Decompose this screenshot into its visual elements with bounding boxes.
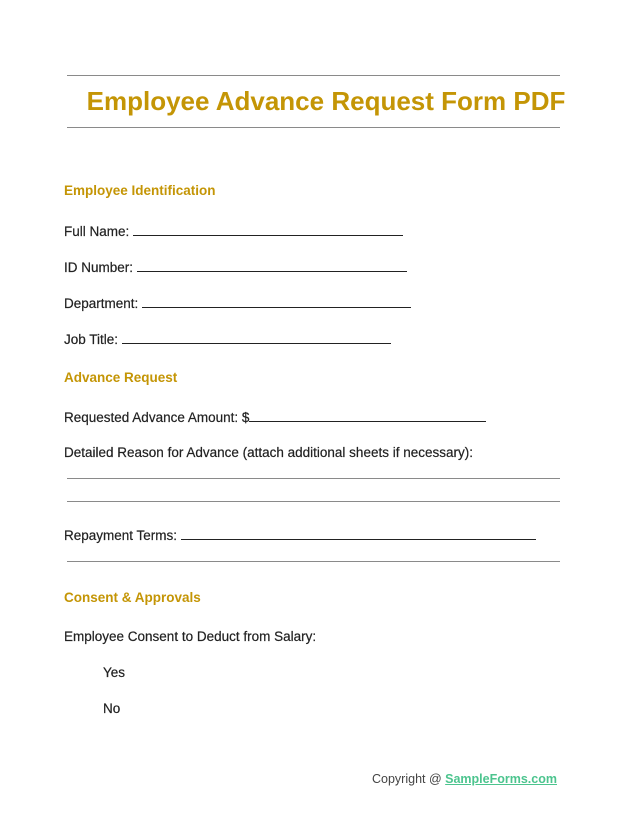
section-heading-consent: Consent & Approvals: [64, 590, 201, 605]
copyright-text: Copyright @: [372, 772, 446, 786]
field-label: Full Name:: [64, 224, 130, 239]
repayment-field[interactable]: [64, 527, 536, 543]
field-label: Repayment Terms:: [64, 528, 178, 543]
advance-amount-field[interactable]: [64, 409, 486, 425]
department-input[interactable]: [142, 295, 411, 308]
section-heading-identification: Employee Identification: [64, 183, 216, 198]
divider: [67, 75, 560, 76]
job-title-field[interactable]: [64, 331, 391, 347]
advance-amount-input[interactable]: [249, 409, 486, 422]
full-name-input[interactable]: [133, 223, 403, 236]
consent-label: Employee Consent to Deduct from Salary:: [64, 629, 317, 644]
full-name-field[interactable]: [64, 223, 403, 239]
option-no[interactable]: No: [103, 701, 121, 716]
repayment-input[interactable]: [181, 527, 536, 540]
id-number-field[interactable]: [64, 259, 407, 275]
department-field[interactable]: [64, 295, 411, 311]
option-yes[interactable]: Yes: [103, 665, 126, 680]
reason-label: Detailed Reason for Advance (attach additional sheets if necessary):: [64, 445, 473, 460]
repayment-line-2[interactable]: [67, 561, 560, 562]
job-title-input[interactable]: [122, 331, 391, 344]
field-label: ID Number:: [64, 260, 134, 275]
section-heading-advance: Advance Request: [64, 370, 178, 385]
field-label: Job Title:: [64, 332, 119, 347]
divider: [67, 127, 560, 128]
id-number-input[interactable]: [137, 259, 407, 272]
reason-line-1[interactable]: [67, 478, 560, 479]
reason-line-2[interactable]: [67, 501, 560, 502]
page-title: Employee Advance Request Form PDF: [86, 86, 566, 116]
field-label: Department:: [64, 296, 139, 311]
brand-link[interactable]: SampleForms.com: [445, 772, 557, 786]
footer-copyright: [372, 772, 557, 786]
field-label: Requested Advance Amount: $: [64, 410, 250, 425]
